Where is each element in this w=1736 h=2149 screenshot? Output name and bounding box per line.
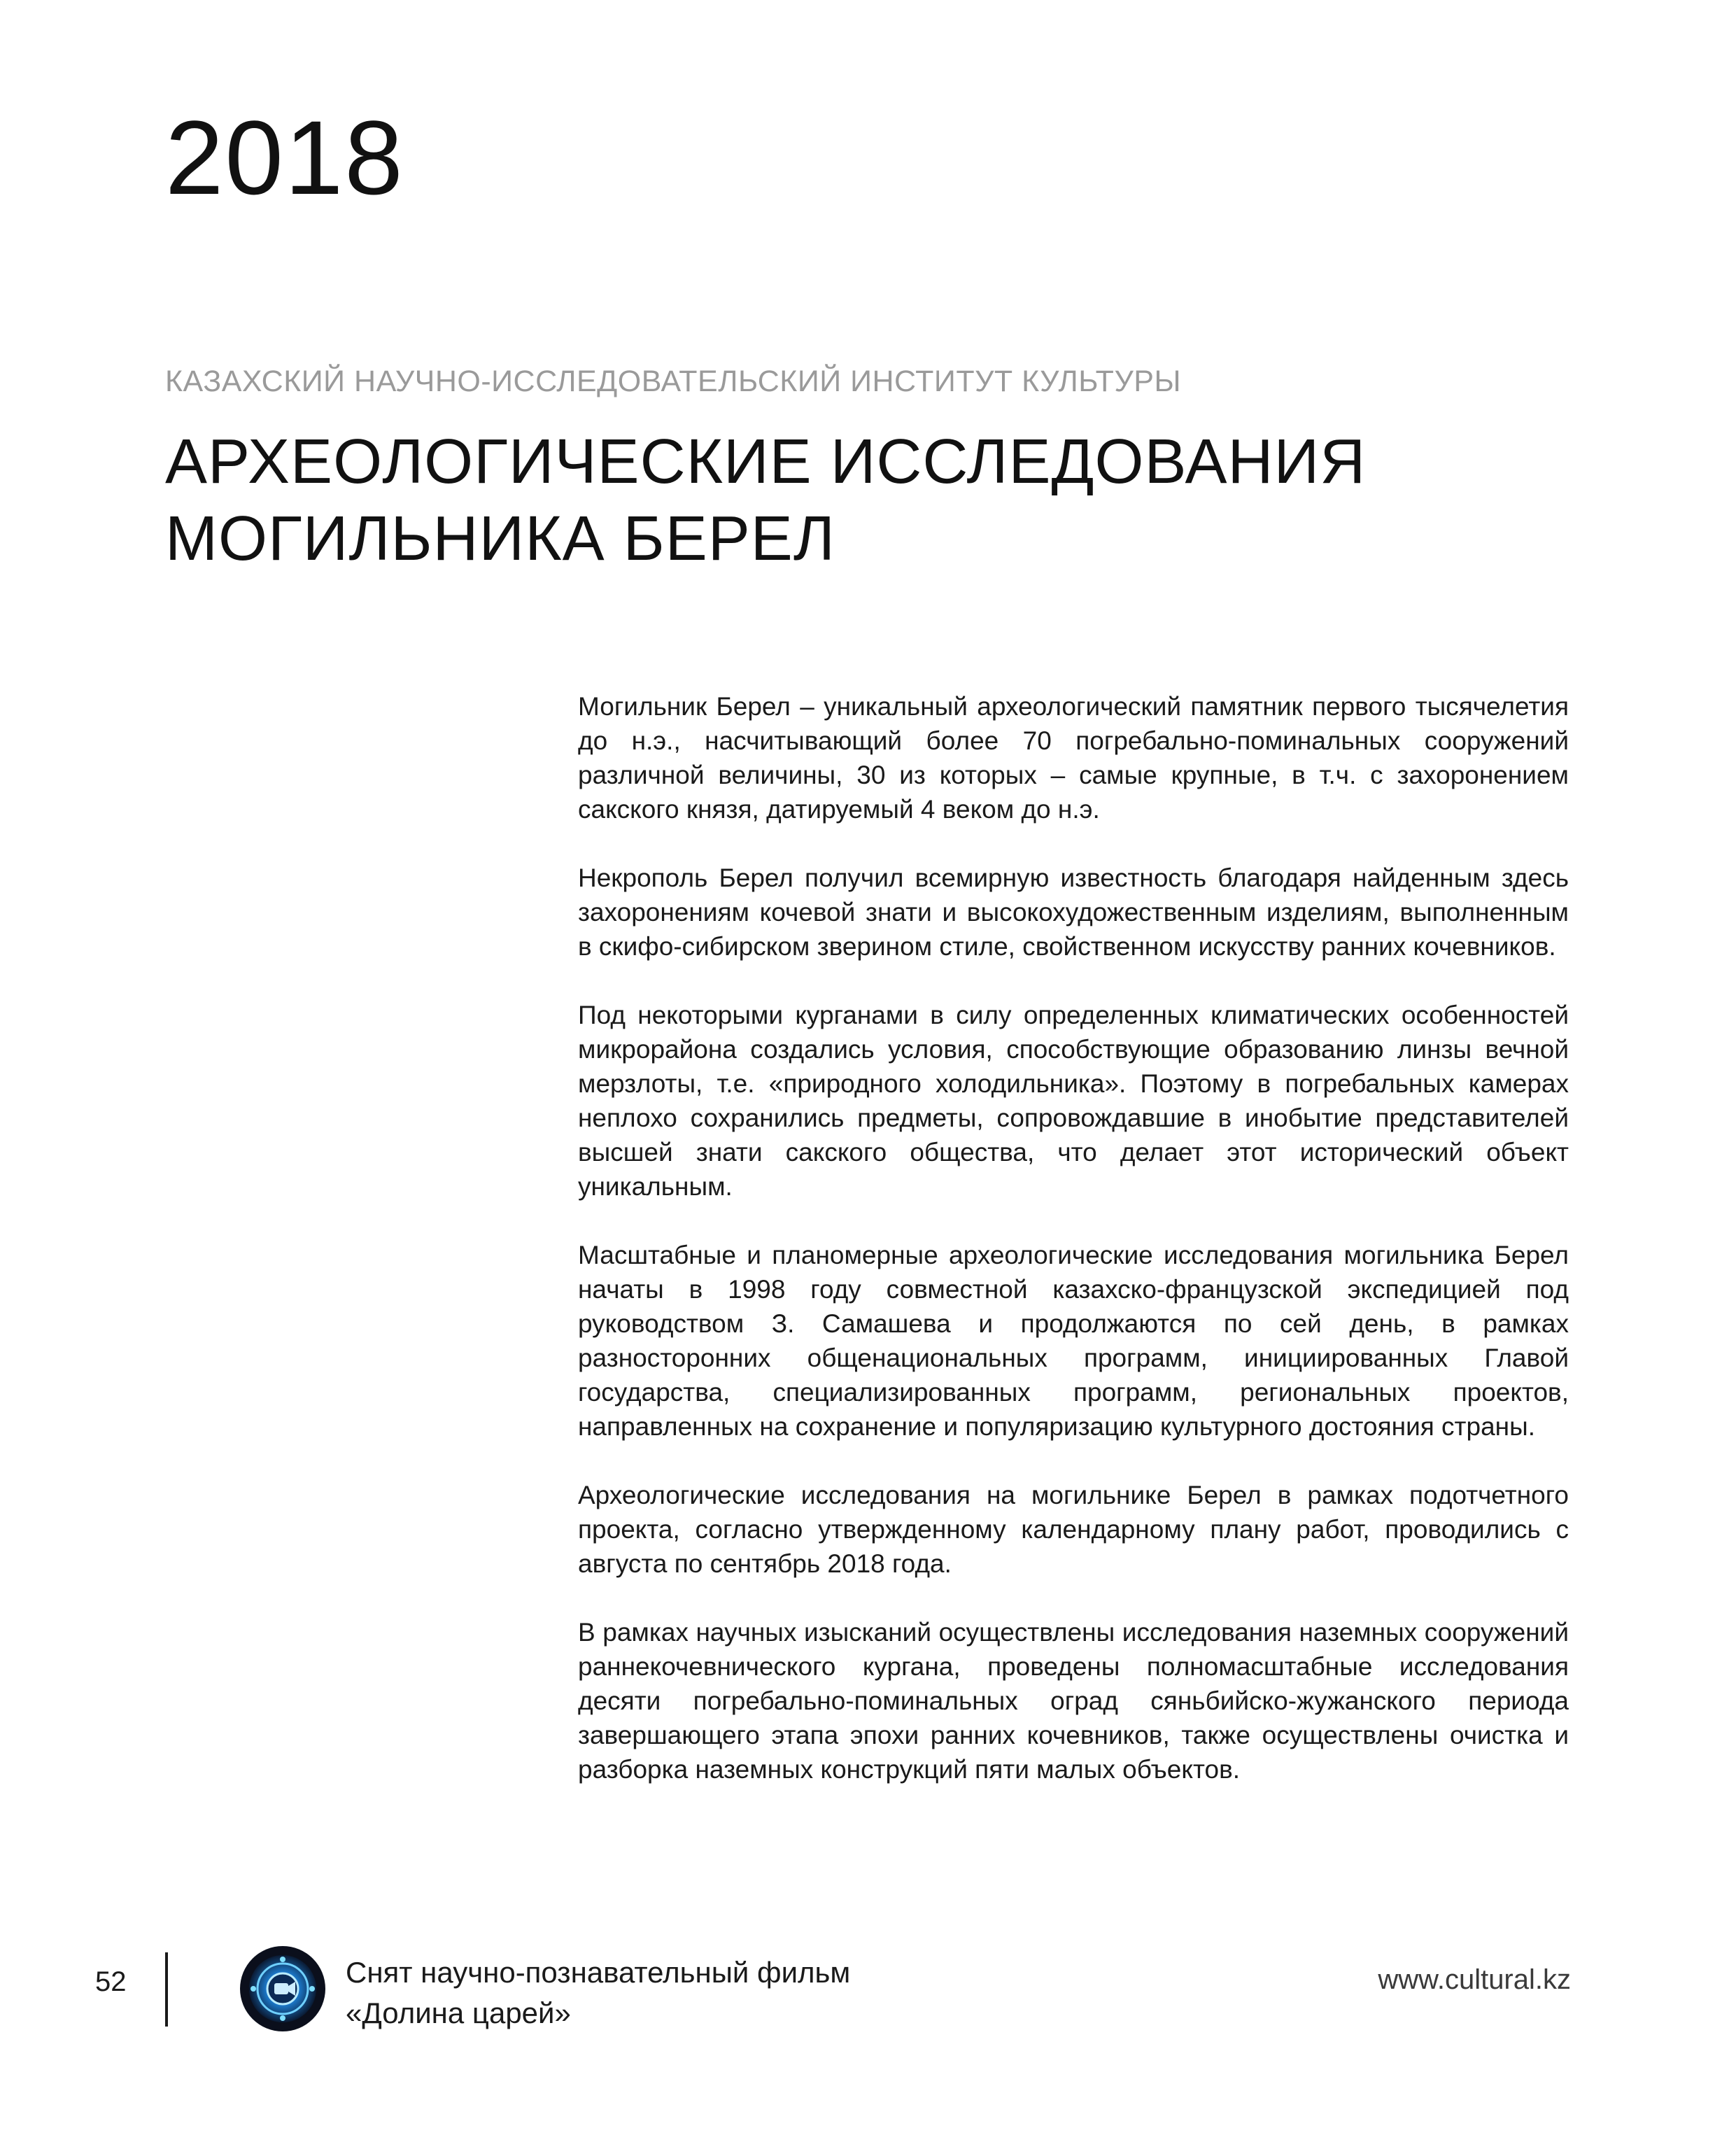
paragraph: Археологические исследования на могильнике Берел в рамках подотчетного проекта, согласно утвержденному календарному плану работ, проводились с августа по сентябрь 2018 года. xyxy=(578,1481,1569,1578)
film-caption-line-1: Снят научно-познавательный фильм xyxy=(346,1956,851,1989)
paragraph: Некрополь Берел получил всемирную известность благодаря найденным здесь захоронениям кочевой знати и высокохудожественным изделиям, выполненным в скифо-сибирском зверином стиле, свойственном искусству ранних кочевников. xyxy=(578,864,1569,961)
institute-name: КАЗАХСКИЙ НАУЧНО-ИССЛЕДОВАТЕЛЬСКИЙ ИНСТИТУТ КУЛЬТУРЫ xyxy=(165,365,1182,398)
article-title-line-2: МОГИЛЬНИКА БЕРЕЛ xyxy=(165,504,835,574)
website-link[interactable]: www.cultural.kz xyxy=(1378,1964,1571,1995)
film-camera-icon xyxy=(239,1945,326,2032)
paragraph: Масштабные и планомерные археологические исследования могильника Берел начаты в 1998 году совместной казахско-французской экспедицией под руководством З. Самашева и продолжаются по сей день, в рамках разносторонних общенациональных программ, инициированных Главой государства, специализированных программ, региональных проектов, направленных на сохранение и популяризацию культурного достояния страны. xyxy=(578,1241,1569,1441)
footer-divider xyxy=(165,1952,168,2027)
paragraph: Могильник Берел – уникальный археологический памятник первого тысячелетия до н.э., насчитывающий более 70 погребально-поминальных сооружений различной величины, 30 из которых – самые крупные, в т.ч. с захоронением сакского князя, датируемый 4 веком до н.э. xyxy=(578,692,1569,824)
article-title-line-1: АРХЕОЛОГИЧЕСКИЕ ИССЛЕДОВАНИЯ xyxy=(165,427,1367,497)
film-caption-line-2: «Долина царей» xyxy=(346,1996,571,2029)
page-number: 52 xyxy=(95,1966,127,1997)
article-body xyxy=(578,689,1569,1821)
film-caption xyxy=(346,1952,850,2034)
paragraph: Под некоторыми курганами в силу определенных климатических особенностей микрорайона создались условия, способствующие образованию линзы вечной мерзлоты, т.е. «природного холодильника». Поэтому в погребальных камерах неплохо сохранились предметы, сопровождавшие в инобытие представителей высшей знати сакского общества, что делает этот исторический объект уникальным. xyxy=(578,1001,1569,1201)
year-heading: 2018 xyxy=(165,99,404,216)
paragraph: В рамках научных изысканий осуществлены исследования наземных сооружений раннекочевнического кургана, проведены полномасштабные исследования десяти погребально-поминальных оград сяньбийско-жужанского периода завершающего этапа эпохи ранних кочевников, также осуществлены очистка и разборка наземных конструкций пяти малых объектов. xyxy=(578,1618,1569,1784)
article-title xyxy=(165,423,1366,577)
